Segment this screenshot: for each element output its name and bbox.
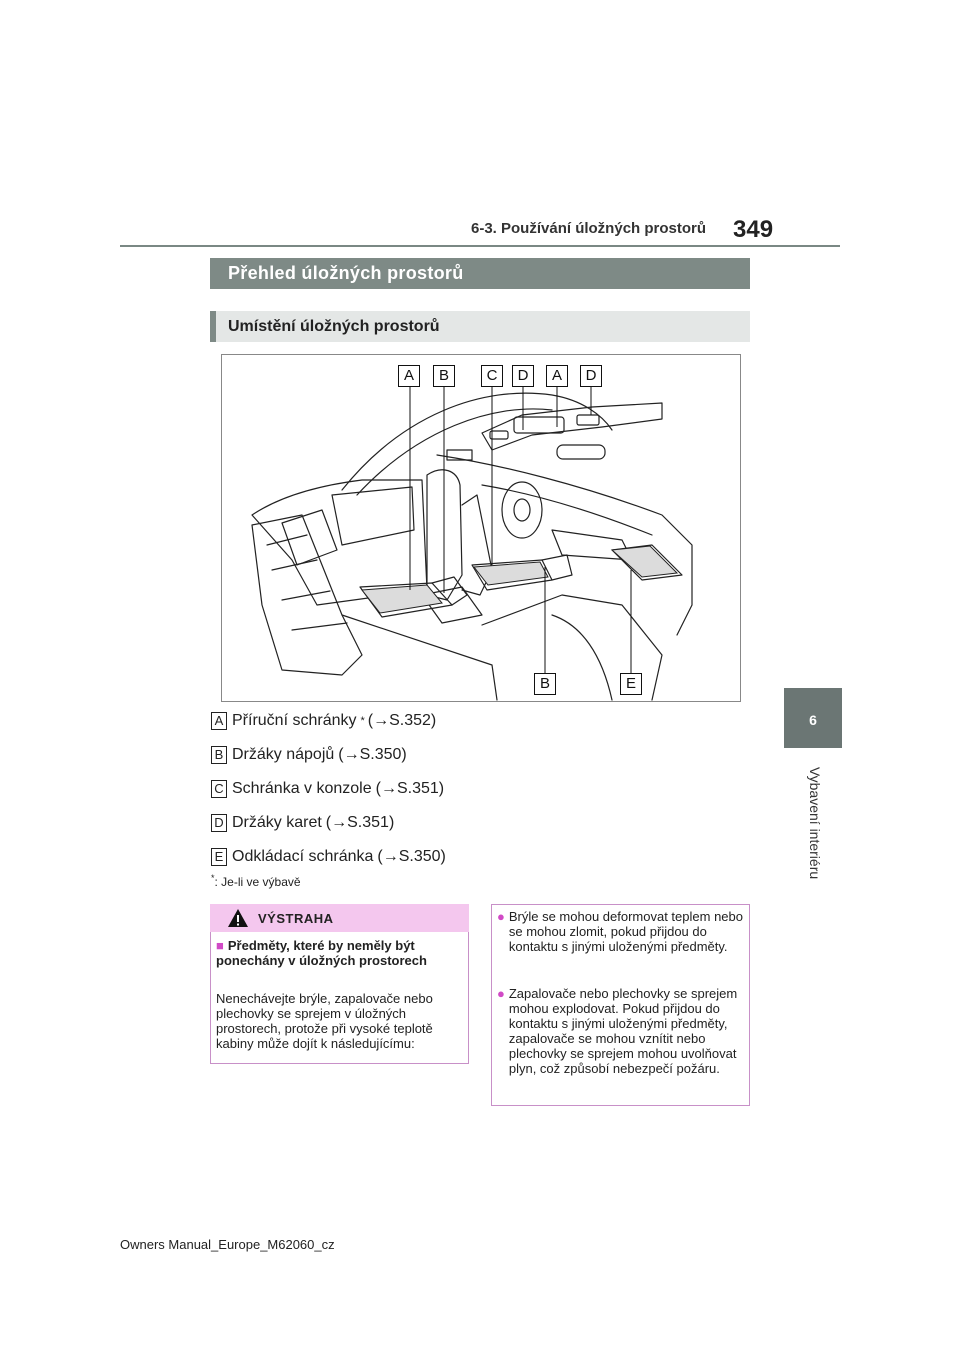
legend-key: D: [211, 814, 227, 832]
section-title: 6-3. Používání úložných prostorů: [471, 220, 707, 237]
legend-item-c: [211, 780, 444, 798]
legend-item-d: [211, 814, 394, 832]
callout-a-left: A: [398, 365, 420, 387]
legend-item-a: [211, 712, 436, 730]
square-bullet-icon: ■: [216, 938, 224, 953]
sub-heading: Umístění úložných prostorů: [210, 311, 750, 342]
header-divider: [120, 245, 840, 247]
car-interior-drawing: [222, 355, 740, 701]
legend-ref: (→S.351): [325, 814, 395, 831]
legend-text: Schránka v konzole: [232, 780, 372, 797]
legend-key: E: [211, 848, 227, 866]
bullet-text: Zapalovače nebo plechovky se sprejem mohou explodovat. Pokud přijdou do kontaktu s jinými uloženými předměty, zapalovače se mohou vznítit nebo plechovky se sprejem mohou uvolňovat plyn, což způsobí nebezpečí požáru.: [508, 986, 738, 1076]
legend-key: C: [211, 780, 227, 798]
legend-item-e: [211, 848, 446, 866]
car-interior-illustration: [221, 354, 741, 702]
legend-ref: (→S.350): [377, 848, 446, 865]
warning-text: Nenechávejte brýle, zapalovače nebo plechovky se sprejem v úložných prostorech, protože při vysoké teplotě kabiny může dojít k následujícímu:: [216, 991, 433, 1051]
legend-ref: (→S.350): [338, 746, 407, 763]
bullet-item: [497, 986, 743, 1076]
footer-text: Owners Manual_Europe_M62060_cz: [120, 1237, 335, 1252]
bullet-item: [497, 909, 743, 954]
legend-text: Držáky karet: [232, 814, 322, 831]
legend-key: B: [211, 746, 227, 764]
circle-bullet-icon: ●: [497, 909, 505, 924]
footnote-text: : Je-li ve výbavě: [214, 875, 301, 889]
warning-triangle-icon: [227, 908, 249, 928]
legend-text: Odkládací schránka: [232, 848, 374, 865]
footnote: [211, 873, 301, 889]
warning-subtitle-text: Předměty, které by neměly být ponechány v úložných prostorech: [216, 938, 427, 968]
legend-ref: (→S.351): [375, 780, 445, 797]
callout-c: C: [481, 365, 503, 387]
warning-subtitle: [216, 938, 462, 968]
warning-title: VÝSTRAHA: [258, 911, 334, 926]
callout-b-top: B: [433, 365, 455, 387]
legend-item-b: [211, 746, 407, 764]
page-heading: Přehled úložných prostorů: [210, 258, 750, 289]
legend-star: *: [360, 715, 365, 727]
legend-text: Držáky nápojů: [232, 746, 335, 763]
chapter-tab-label: Vybavení interiéru: [807, 766, 823, 880]
callout-d-left: D: [512, 365, 534, 387]
callout-b-bottom: B: [534, 673, 556, 695]
callout-e: E: [620, 673, 642, 695]
legend-key: A: [211, 712, 227, 730]
circle-bullet-icon: ●: [497, 986, 505, 1001]
footnote-mark: *: [211, 873, 215, 883]
legend-text: Příruční schránky: [232, 712, 357, 729]
callout-d-right: D: [580, 365, 602, 387]
chapter-tab-number: 6: [809, 712, 817, 728]
page-number: 349: [733, 216, 774, 243]
bullet-text: Brýle se mohou deformovat teplem nebo se mohou zlomit, pokud přijdou do kontaktu s jinými uloženými předměty.: [508, 909, 743, 954]
callout-a-right: A: [546, 365, 568, 387]
legend-ref: (→S.352): [367, 712, 437, 729]
